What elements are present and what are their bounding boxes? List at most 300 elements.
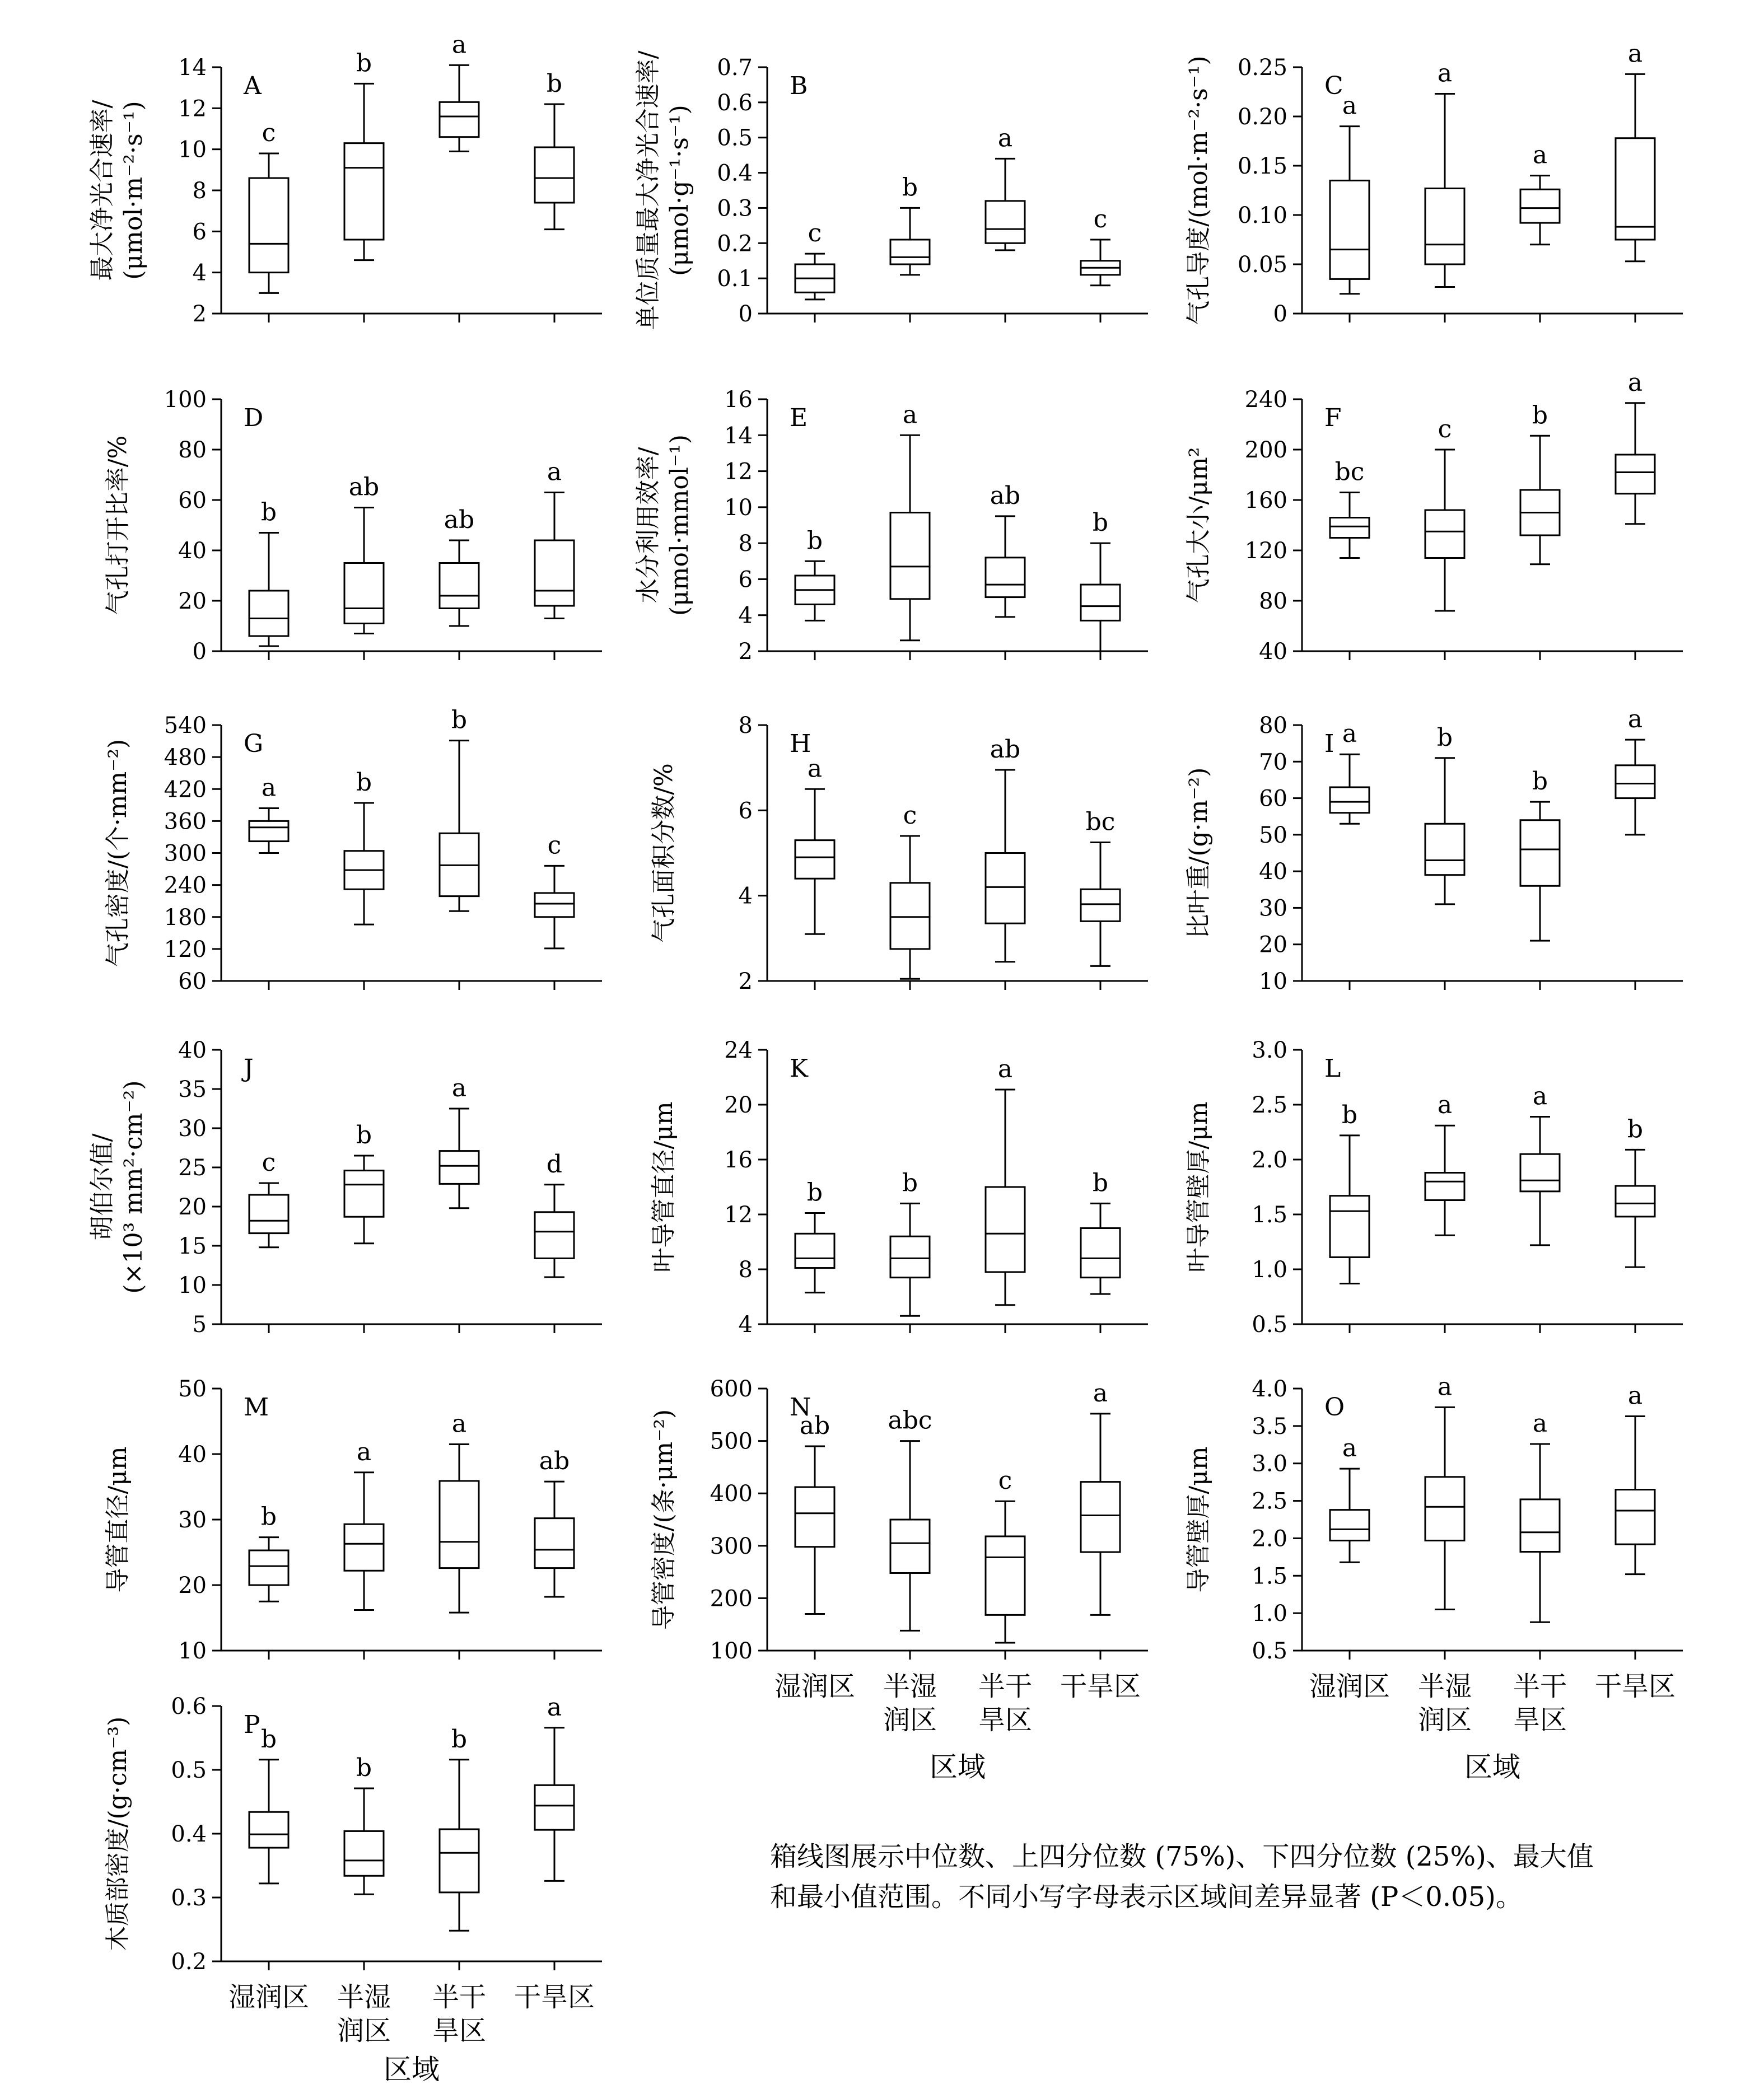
significance-letter: c [262,1148,276,1177]
panel-k-box-2 [890,1169,930,1316]
significance-letter: c [262,119,276,147]
panel-b-y-tick-label: 0.6 [717,90,753,116]
panel-e-y-axis-label: (μmol·mmol⁻¹) [665,434,694,616]
significance-letter: a [451,1074,467,1102]
panel-f-y-tick-label: 40 [1259,639,1287,665]
iqr-box [890,1520,930,1573]
panel-o-y-axis-label: 导管壁厚/μm [1184,1446,1213,1593]
significance-letter: a [356,1437,372,1466]
iqr-box [1081,889,1120,921]
panel-f-y-tick-label: 240 [1244,387,1287,413]
significance-letter: a [1627,705,1643,734]
panel-h-panel-letter: H [790,730,811,758]
panel-l-y-tick-label: 0.5 [1252,1312,1287,1338]
panel-o-x-axis-title: 区域 [1464,1751,1520,1783]
panel-d-box-4 [535,458,574,619]
significance-letter: b [902,173,918,202]
panel-i-box-3 [1520,767,1560,941]
iqr-box [535,147,574,203]
panel-n-x-category-label: 干旱区 [1060,1671,1141,1702]
panel-b-y-axis-label: (μmol·g⁻¹·s⁻¹) [665,105,694,276]
significance-letter: a [547,1693,562,1722]
iqr-box [535,1785,574,1830]
significance-letter: a [1532,1082,1548,1111]
panel-j-y-tick-label: 15 [178,1233,207,1259]
panel-j-y-tick-label: 40 [178,1038,207,1063]
significance-letter: a [807,754,823,783]
iqr-box [440,102,479,137]
iqr-box [440,1829,479,1892]
panel-a-y-axis-label: 最大净光合速率/ [88,100,116,281]
panel-h-y-tick-label: 2 [738,969,753,994]
panel-c-y-tick-label: 0 [1273,301,1287,327]
panel-m-y-tick-label: 20 [178,1573,207,1599]
panel-d-y-tick-label: 100 [164,387,207,413]
panel-e-y-tick-label: 8 [738,531,753,557]
panel-p-y-tick-label: 0.5 [171,1758,207,1783]
panel-m-y-axis-label: 导管直径/μm [104,1446,132,1593]
panel-h-y-tick-label: 8 [738,713,753,739]
iqr-box [535,893,574,917]
panel-m [104,1376,602,1664]
panel-e-y-axis-label: 水分利用效率/ [634,447,662,604]
panel-l [1184,1038,1683,1338]
panel-i-y-tick-label: 10 [1259,969,1287,994]
panel-o-y-tick-label: 2.5 [1252,1488,1287,1515]
iqr-box [1330,1510,1369,1541]
iqr-box [440,1481,479,1568]
panel-c [1184,39,1683,327]
panel-m-y-tick-label: 10 [178,1638,207,1664]
panel-p-y-tick-label: 0.3 [171,1885,207,1911]
panel-e-y-tick-label: 10 [724,494,753,521]
panel-f-y-tick-label: 200 [1244,437,1287,463]
significance-letter: ab [348,473,380,502]
panel-e-y-tick-label: 12 [724,459,753,485]
panel-m-panel-letter: M [244,1393,269,1422]
panel-k-box-1 [795,1179,834,1293]
panel-b-y-tick-label: 0.4 [717,160,753,186]
iqr-box [344,1831,384,1876]
significance-letter: a [261,773,277,802]
iqr-box [1520,189,1560,223]
significance-letter: c [998,1466,1012,1496]
panel-e-box-1 [795,526,834,620]
panel-g-panel-letter: G [244,730,264,758]
panel-b-y-tick-label: 0.5 [717,125,753,151]
panel-b-y-axis-label: 单位质量最大净光合速率/ [634,50,662,330]
significance-letter: b [1436,723,1453,752]
significance-letter: a [1437,59,1453,88]
panel-o-box-3 [1520,1409,1560,1622]
panel-a-box-4 [535,69,574,230]
figure-note [770,1836,1733,1917]
panel-l-y-tick-label: 2.5 [1252,1092,1287,1118]
significance-letter: b [1532,401,1548,430]
panel-o-y-tick-label: 1.0 [1252,1601,1287,1627]
panel-k-y-tick-label: 20 [724,1092,753,1118]
panel-m-y-tick-label: 50 [178,1376,207,1402]
panel-a-y-tick-label: 10 [178,137,207,163]
panel-o-box-1 [1330,1434,1369,1562]
panel-p-x-axis-title: 区域 [384,2053,440,2086]
panel-f-y-tick-label: 120 [1244,538,1287,564]
significance-letter: a [547,457,562,487]
significance-letter: ab [990,481,1021,510]
panel-n-box-2 [888,1406,932,1631]
iqr-box [986,853,1025,924]
panel-j-y-axis-label: 胡伯尔值/ [88,1133,116,1241]
panel-k-y-tick-label: 16 [724,1147,753,1173]
panel-p-panel-letter: P [244,1711,260,1739]
panel-i-box-4 [1616,705,1655,835]
panel-j-box-3 [440,1074,479,1208]
panel-i [1184,705,1683,994]
panel-l-box-2 [1425,1091,1464,1235]
panel-b-box-3 [986,124,1025,250]
panel-i-box-1 [1330,719,1369,824]
panel-n-x-category-label: 旱区 [978,1704,1033,1736]
panel-b-box-2 [890,173,930,274]
iqr-box [1616,455,1655,494]
panel-n-box-3 [986,1466,1025,1643]
panel-j-y-tick-label: 25 [178,1155,207,1181]
iqr-box [1520,820,1560,886]
panel-p-x-category-label: 旱区 [432,2015,487,2046]
iqr-box [1425,824,1464,875]
panel-i-y-tick-label: 40 [1259,859,1287,885]
panel-l-box-1 [1330,1101,1369,1284]
panel-p-y-tick-label: 0.4 [171,1821,207,1847]
significance-letter: a [1437,1091,1453,1120]
significance-letter: b [806,526,823,555]
panel-g-y-tick-label: 420 [164,777,207,803]
panel-e-box-4 [1081,508,1120,651]
panel-g-box-2 [344,768,384,924]
panel-n-panel-letter: N [790,1393,811,1422]
iqr-box [1081,1482,1120,1552]
significance-letter: bc [1334,457,1365,487]
panel-a-y-axis-label: (μmol·m⁻²·s⁻¹) [119,101,148,280]
panel-o-x-category-label: 半干 [1513,1671,1567,1702]
panel-h-box-4 [1081,807,1120,966]
panel-a-panel-letter: A [244,72,262,100]
panel-c-y-axis-label: 气孔导度/(mol·m⁻²·s⁻¹) [1184,55,1213,325]
panel-p-y-axis-label: 木质部密度/(g·cm⁻³) [104,1716,132,1951]
significance-letter: b [902,1169,918,1198]
iqr-box [890,513,930,599]
panel-a-y-tick-label: 4 [192,260,207,286]
panel-d [104,387,602,665]
iqr-box [1616,1490,1655,1545]
panel-g-y-tick-label: 300 [164,840,207,867]
panel-b-y-tick-label: 0.1 [717,266,753,292]
iqr-box [1081,1228,1120,1278]
panel-a-y-tick-label: 14 [178,55,207,81]
panel-i-box-2 [1425,723,1464,904]
panel-g-y-tick-label: 60 [178,969,207,994]
panel-f-y-axis-label: 气孔大小/μm² [1184,447,1213,604]
panel-p-y-tick-label: 0.6 [171,1694,207,1719]
significance-letter: b [356,1121,372,1149]
significance-letter: a [1532,141,1548,170]
iqr-box [1330,1196,1369,1258]
panel-o-y-tick-label: 3.0 [1252,1451,1287,1477]
panel-d-y-tick-label: 40 [178,538,207,564]
iqr-box [249,821,288,841]
panel-o-y-tick-label: 4.0 [1252,1376,1287,1402]
significance-letter: b [451,705,468,735]
iqr-box [795,1233,834,1268]
panel-d-box-2 [344,473,384,634]
panel-p-x-category-label: 湿润区 [228,1981,310,2013]
panel-p-box-2 [344,1754,384,1894]
panel-o-y-tick-label: 2.0 [1252,1526,1287,1552]
panel-k-y-tick-label: 4 [738,1312,753,1338]
panel-p-box-1 [249,1725,288,1884]
panel-a-box-2 [344,49,384,260]
panel-h-y-tick-label: 6 [738,798,753,824]
panel-m-y-tick-label: 30 [178,1507,207,1533]
panel-h-box-2 [890,801,930,979]
panel-a-y-tick-label: 2 [192,301,207,327]
panel-o-y-tick-label: 0.5 [1252,1638,1287,1664]
panel-o-x-category-label: 旱区 [1513,1704,1567,1736]
significance-letter: c [1438,415,1452,443]
iqr-box [1616,138,1655,240]
panel-n-box-1 [795,1412,834,1614]
significance-letter: a [1093,1378,1108,1408]
panel-f-y-tick-label: 80 [1259,588,1287,614]
significance-letter: d [546,1149,563,1179]
panel-o-y-tick-label: 1.5 [1252,1563,1287,1590]
significance-letter: a [1532,1409,1548,1438]
panel-l-box-4 [1616,1115,1655,1267]
panel-j-y-tick-label: 10 [178,1273,207,1298]
panel-a [88,30,602,327]
panel-b-y-tick-label: 0.3 [717,195,753,222]
iqr-box [1425,188,1464,264]
panel-o-panel-letter: O [1324,1393,1345,1422]
significance-letter: abc [888,1406,932,1435]
panel-b-y-tick-label: 0.7 [717,55,753,81]
panel-n-x-category-label: 润区 [883,1704,937,1736]
panel-l-y-tick-label: 1.5 [1252,1202,1287,1228]
iqr-box [1330,518,1369,538]
panel-k [650,1038,1148,1338]
panel-g-box-3 [440,706,479,912]
panel-o-x-category-label: 半湿 [1417,1671,1472,1702]
panel-a-y-tick-label: 6 [192,219,207,245]
panel-n [650,1376,1148,1783]
panel-j-y-tick-label: 30 [178,1116,207,1142]
iqr-box [249,1195,288,1233]
significance-letter: a [451,1409,467,1438]
panel-i-y-axis-label: 比叶重/(g·m⁻²) [1184,767,1213,939]
iqr-box [535,1212,574,1259]
panel-g-box-1 [249,774,288,853]
significance-letter: c [903,801,917,830]
iqr-box [890,883,930,949]
panel-p-x-category-label: 半干 [432,1981,487,2013]
significance-letter: b [356,1754,372,1783]
panel-c-box-3 [1520,141,1560,245]
iqr-box [249,178,288,273]
iqr-box [344,1524,384,1571]
panel-e-panel-letter: E [790,404,808,432]
panel-h-y-tick-label: 4 [738,883,753,909]
iqr-box [1425,510,1464,558]
panel-n-x-category-label: 湿润区 [774,1671,856,1702]
iqr-box [986,558,1025,597]
significance-letter: b [260,1725,277,1754]
panel-d-y-tick-label: 60 [178,488,207,513]
significance-letter: a [1627,1381,1643,1410]
panel-g-y-axis-label: 气孔密度/(个·mm⁻²) [104,739,132,968]
panel-m-box-3 [440,1409,479,1613]
significance-letter: c [808,219,822,248]
panel-k-panel-letter: K [790,1054,808,1083]
panel-e [634,387,1148,665]
panel-p-x-category-label: 半湿 [337,1981,391,2013]
panel-p-x-category-label: 干旱区 [514,1981,595,2013]
panel-c-y-tick-label: 0.15 [1237,153,1287,179]
significance-letter: b [1532,767,1548,796]
panel-b-box-1 [795,219,834,300]
iqr-box [344,143,384,240]
significance-letter: a [1342,719,1357,749]
panel-n-y-tick-label: 200 [710,1586,753,1612]
panel-l-panel-letter: L [1324,1054,1341,1083]
panel-j-y-tick-label: 5 [192,1312,207,1338]
panel-e-y-tick-label: 2 [738,639,753,665]
panel-n-y-tick-label: 400 [710,1481,753,1507]
panel-i-panel-letter: I [1324,730,1334,758]
panel-o-y-tick-label: 3.5 [1252,1413,1287,1440]
panel-b-panel-letter: B [790,72,808,100]
significance-letter: a [1342,91,1357,120]
iqr-box [535,540,574,606]
panel-k-y-axis-label: 叶导管直径/μm [650,1101,678,1273]
panel-i-y-tick-label: 30 [1259,895,1287,922]
figure-note-line-2: 和最小值范围。不同小写字母表示区域间差异显著 (P＜0.05)。 [770,1881,1523,1913]
panel-d-y-tick-label: 0 [192,639,207,665]
panel-g-y-tick-label: 360 [164,809,207,835]
panel-d-y-tick-label: 20 [178,588,207,614]
iqr-box [249,1812,288,1848]
panel-f-panel-letter: F [1324,404,1342,432]
panel-o-x-category-label: 润区 [1417,1704,1472,1736]
iqr-box [1616,1186,1655,1217]
iqr-box [1520,1499,1560,1552]
panel-b-y-tick-label: 0 [738,301,753,327]
panel-c-y-tick-label: 0.05 [1237,252,1287,278]
panel-f [1184,368,1683,665]
panel-l-box-3 [1520,1082,1560,1245]
iqr-box [440,1151,479,1184]
panel-d-box-1 [249,498,288,647]
significance-letter: b [806,1178,823,1207]
iqr-box [1425,1173,1464,1200]
panel-g-y-tick-label: 180 [164,904,207,931]
panel-o-box-4 [1616,1381,1655,1574]
panel-k-box-4 [1081,1169,1120,1294]
panel-n-y-tick-label: 300 [710,1533,753,1559]
panel-n-x-category-label: 半干 [978,1671,1033,1702]
panel-c-y-tick-label: 0.25 [1237,55,1287,81]
panel-d-y-axis-label: 气孔打开比率/% [104,435,132,615]
significance-letter: b [356,49,372,78]
panel-k-y-tick-label: 12 [724,1202,753,1228]
iqr-box [1330,180,1369,279]
panel-g [104,706,602,994]
iqr-box [535,1518,574,1568]
significance-letter: a [997,124,1013,153]
panel-c-panel-letter: C [1324,72,1343,100]
iqr-box [249,591,288,636]
panel-e-y-tick-label: 14 [724,423,753,449]
panel-n-x-axis-title: 区域 [930,1751,986,1783]
panel-j-box-2 [344,1121,384,1244]
figure-note-line-1: 箱线图展示中位数、上四分位数 (75%)、下四分位数 (25%)、最大值 [770,1841,1594,1872]
panel-h [650,713,1148,994]
panel-j-box-1 [249,1148,288,1247]
panel-i-y-tick-label: 70 [1259,749,1287,775]
panel-g-y-tick-label: 120 [164,936,207,962]
panel-o [1184,1372,1683,1783]
panel-b-y-tick-label: 0.2 [717,231,753,257]
panel-m-box-4 [535,1447,574,1597]
panel-f-box-2 [1425,415,1464,611]
significance-letter: b [1627,1115,1644,1144]
significance-letter: b [260,1502,277,1531]
significance-letter: a [1342,1434,1357,1463]
panel-k-box-3 [986,1055,1025,1305]
significance-letter: a [1627,368,1643,397]
significance-letter: c [547,831,562,860]
panel-i-y-tick-label: 50 [1259,822,1287,848]
significance-letter: b [451,1725,468,1754]
panel-o-box-2 [1425,1372,1464,1609]
panel-f-y-tick-label: 160 [1244,488,1287,513]
panel-e-y-tick-label: 6 [738,567,753,593]
significance-letter: a [451,30,467,59]
panel-a-box-3 [440,30,479,151]
panel-f-box-3 [1520,401,1560,564]
iqr-box [986,1536,1025,1615]
significance-letter: b [546,69,563,98]
panel-c-y-tick-label: 0.20 [1237,104,1287,130]
panel-d-panel-letter: D [244,404,264,432]
panel-d-box-3 [440,506,479,626]
iqr-box [1616,765,1655,798]
panel-m-box-2 [344,1438,384,1610]
panel-c-y-tick-label: 0.10 [1237,203,1287,228]
iqr-box [1425,1477,1464,1541]
iqr-box [890,240,930,264]
panel-p-y-tick-label: 0.2 [171,1949,207,1975]
significance-letter: b [1092,508,1109,538]
panel-p [104,1693,602,2086]
panel-g-box-4 [535,831,574,948]
panel-l-y-tick-label: 3.0 [1252,1038,1287,1063]
iqr-box [249,1550,288,1585]
panel-n-x-category-label: 半湿 [883,1671,937,1702]
panel-k-y-tick-label: 24 [724,1038,753,1063]
panel-p-box-3 [440,1725,479,1931]
panel-c-box-1 [1330,92,1369,294]
panel-j [88,1038,602,1338]
